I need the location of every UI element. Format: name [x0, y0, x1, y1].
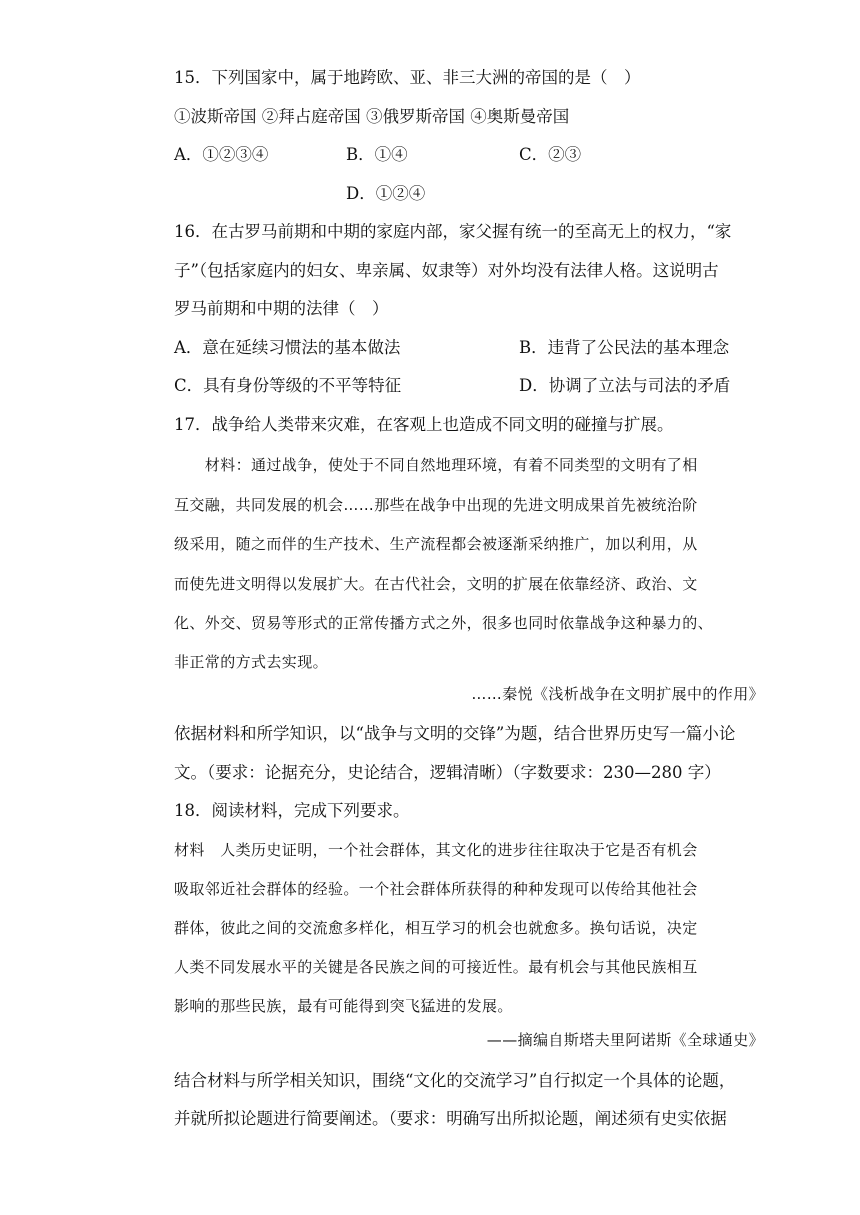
- q18-task-line-1: 结合材料与所学相关知识，围绕“文化的交流学习”自行拟定一个具体的论题，: [174, 1071, 736, 1090]
- q17-material-line-2: 互交融，共同发展的机会……那些在战争中出现的先进文明成果首先被统治阶: [174, 496, 698, 514]
- q16-option-c: C．具有身份等级的不平等特征: [174, 376, 402, 395]
- q15-items: ①波斯帝国 ②拜占庭帝国 ③俄罗斯帝国 ④奥斯曼帝国: [174, 107, 570, 126]
- q16-stem-line-2: 子”（包括家庭内的妇女、卑亲属、奴隶等）对外均没有法律人格。这说明古: [174, 261, 719, 280]
- q16-stem-line-1: 16．在古罗马前期和中期的家庭内部，家父握有统一的至高无上的权力，“家: [174, 222, 732, 241]
- q17-material-line-5: 化、外交、贸易等形式的正常传播方式之外，很多也同时依靠战争这种暴力的、: [174, 614, 714, 632]
- q17-material-line-4: 而使先进文明得以发展扩大。在古代社会，文明的扩展在依靠经济、政治、文: [174, 575, 698, 593]
- q18-material-line-3: 群体，彼此之间的交流愈多样化，相互学习的机会也就愈多。换句话说，决定: [174, 919, 698, 937]
- q16-stem-line-3: 罗马前期和中期的法律（ ）: [174, 299, 389, 318]
- q18-source: ——摘编自斯塔夫里阿诺斯《全球通史》: [486, 1031, 764, 1049]
- q15-stem: 15．下列国家中，属于地跨欧、亚、非三大洲的帝国的是（ ）: [174, 68, 641, 87]
- q18-material-line-5: 影响的那些民族，最有可能得到突飞猛进的发展。: [174, 997, 513, 1015]
- q18-material-line-4: 人类不同发展水平的关键是各民族之间的可接近性。最有机会与其他民族相互: [174, 958, 698, 976]
- q15-option-c: C．②③: [519, 145, 582, 164]
- q15-option-a: A．①②③④: [174, 145, 269, 164]
- q18-material-line-1: 材料 人类历史证明，一个社会群体，其文化的进步往往取决于它是否有机会: [174, 841, 698, 859]
- q18-task-line-2: 并就所拟论题进行简要阐述。（要求：明确写出所拟论题，阐述须有史实依据: [174, 1109, 727, 1128]
- q18-material-line-2: 吸取邻近社会群体的经验。一个社会群体所获得的种种发现可以传给其他社会: [174, 880, 698, 898]
- q17-task-line-2: 文。（要求：论据充分，史论结合，逻辑清晰）（字数要求：230—280 字）: [174, 763, 721, 782]
- q15-option-d: D．①②④: [346, 184, 426, 203]
- q18-stem: 18．阅读材料，完成下列要求。: [174, 801, 410, 820]
- q16-option-d: D．协调了立法与司法的矛盾: [519, 376, 731, 395]
- q17-stem: 17．战争给人类带来灾难，在客观上也造成不同文明的碰撞与扩展。: [174, 415, 674, 434]
- q16-option-a: A．意在延续习惯法的基本做法: [174, 338, 401, 357]
- q16-option-b: B．违背了公民法的基本理念: [519, 338, 730, 357]
- q17-material-line-1: 材料：通过战争，使处于不同自然地理环境，有着不同类型的文明有了相: [174, 456, 698, 474]
- q17-material-line-6: 非正常的方式去实现。: [174, 653, 329, 671]
- q15-option-b: B．①④: [346, 145, 408, 164]
- q17-material-line-3: 级采用，随之而伴的生产技术、生产流程都会被逐渐采纳推广，加以利用，从: [174, 535, 698, 553]
- q17-task-line-1: 依据材料和所学知识，以“战争与文明的交锋”为题，结合世界历史写一篇小论: [174, 724, 736, 743]
- q17-source: ……秦悦《浅析战争在文明扩展中的作用》: [471, 685, 764, 703]
